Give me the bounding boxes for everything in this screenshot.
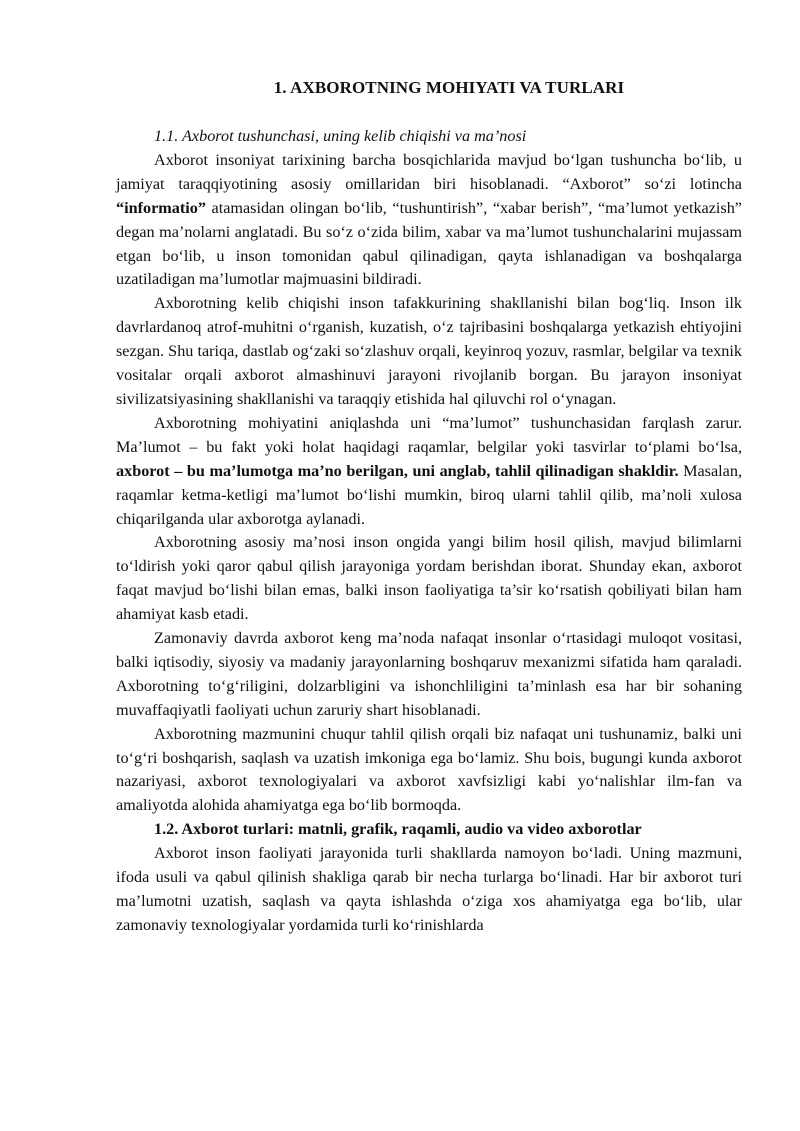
paragraph-3: Axborotning mohiyatini aniqlashda uni “ma’lumot” tushunchasidan farqlash zarur. Ma’lumot – bu fakt yoki holat haqidagi raqamlar, belgilar yoki tasvirlar to‘plami bo‘lsa, axborot – bu ma’lumotga ma’no berilgan, uni anglab, tahlil qilinadigan shakldir. Masalan, raqamlar ketma-ketligi ma’lumot bo‘lishi mumkin, biroq ularni tahlil qilib, ma’noli xulosa chiqarilganda ular axborotga aylanadi. <box>116 413 742 528</box>
section-heading-1-2: 1.2. Axborot turlari: matnli, grafik, raqamli, audio va video axborotlar <box>154 820 642 839</box>
paragraph-2: Axborotning kelib chiqishi inson tafakkurining shakllanishi bilan bog‘liq. Inson ilk davrlardanoq atrof-muhitni o‘rganish, kuzatish, o‘z tajribasini boshqalarga yetkazish ehtiyojini sezgan. Shu tariqa, dastlab og‘zaki so‘zlashuv orqali, keyinroq yozuv, rasmlar, belgilar va texnik vositalar orqali axborot almashinuvi jarayoni rivojlanib borgan. Bu jarayon insoniyat sivilizatsiyasining shakllanishi va taraqqiy etishida hal qiluvchi rol o‘ynagan. <box>116 294 742 408</box>
paragraph-1: Axborot insoniyat tarixining barcha bosqichlarida mavjud bo‘lgan tushuncha bo‘lib, u jamiyat taraqqiyotining asosiy omillaridan biri hisoblanadi. “Axborot” so‘zi lotincha “informatio” atamasidan olingan bo‘lib, “tushuntirish”, “xabar berish”, “ma’lumot yetkazish” degan ma’nolarni anglatadi. Bu so‘z o‘zida bilim, xabar va ma’lumot tushunchalarini mujassam etgan bo‘lib, u inson tomonidan qabul qilinadigan, qayta ishlanadigan va boshqalarga uzatiladigan ma’lumotlar majmuasini bildiradi. <box>116 150 742 289</box>
chapter-heading <box>0 78 800 98</box>
bold-definition: axborot – bu ma’lumotga ma’no berilgan, uni anglab, tahlil qilinadigan shakldir. <box>116 461 679 480</box>
paragraph-7: Axborot inson faoliyati jarayonida turli shakllarda namoyon bo‘ladi. Uning mazmuni, ifoda usuli va qabul qilinish shakliga qarab bir necha turlarga bo‘linadi. Har bir axborot turi ma’lumotni uzatish, saqlash va qayta ishlashda o‘ziga xos ahamiyatga ega bo‘lib, ular zamonaviy texnologiyalar yordamida turli ko‘rinishlarda <box>116 844 742 934</box>
document-body <box>116 125 742 938</box>
section-heading-1-1: 1.1. Axborot tushunchasi, uning kelib chiqishi va ma’nosi <box>154 127 527 145</box>
chapter-heading-text: 1. AXBOROTNING MOHIYATI VA TURLARI <box>273 78 625 97</box>
paragraph-6: Axborotning mazmunini chuqur tahlil qilish orqali biz nafaqat uni tushunamiz, balki uni to‘g‘ri boshqarish, saqlash va uzatish imkoniga ega bo‘lamiz. Shu bois, bugungi kunda axborot nazariyasi, axborot texnologiyalari va axborot xavfsizligi kabi yo‘nalishlar ilm-fan va amaliyotda alohida ahamiyatga ega bo‘lib bormoqda. <box>116 724 742 815</box>
bold-term-informatio: “informatio” <box>116 198 206 217</box>
paragraph-5: Zamonaviy davrda axborot keng ma’noda nafaqat insonlar o‘rtasidagi muloqot vositasi, balki iqtisodiy, siyosiy va madaniy jarayonlarning boshqaruv mexanizmi sifatida ham qaraladi. Axborotning to‘g‘riligini, dolzarbligini va ishonchliligini ta’minlash esa har bir sohaning muvaffaqiyatli faoliyati uchun zaruriy shart hisoblanadi. <box>116 629 742 719</box>
paragraph-4: Axborotning asosiy ma’nosi inson ongida yangi bilim hosil qilish, mavjud bilimlarni to‘ldirish yoki qaror qabul qilish jarayoniga yordam berishdan iborat. Shunday ekan, axborot faqat mavjud bo‘lishi bilan emas, balki inson faoliyatiga ta’sir ko‘rsatish qobiliyati bilan ham ahamiyat kasb etadi. <box>116 533 742 624</box>
